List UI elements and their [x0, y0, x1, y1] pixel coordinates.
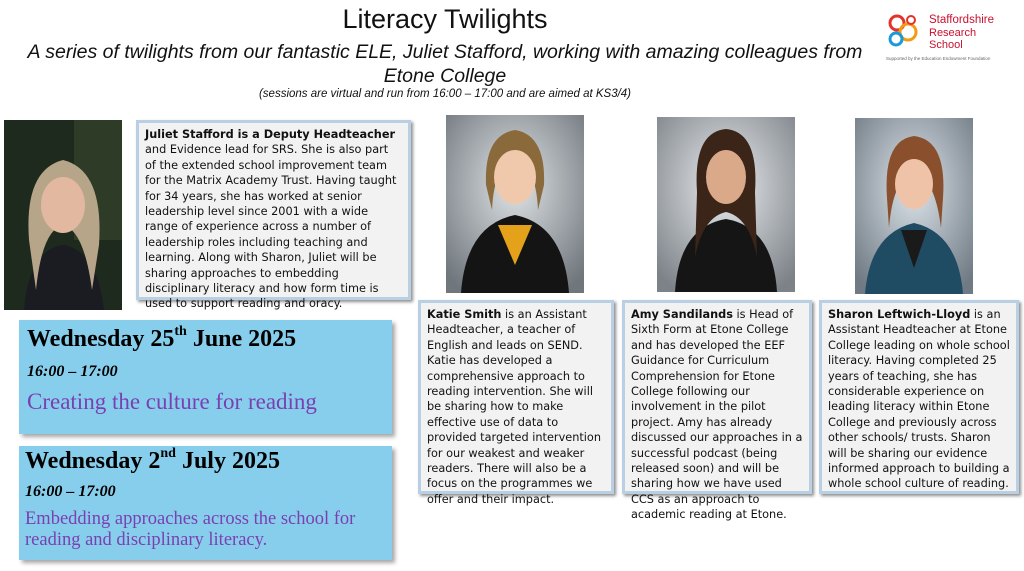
session-date: Wednesday 25th June 2025 [27, 324, 297, 352]
session-time: 16:00 – 17:00 [25, 483, 116, 500]
juliet-stafford-photo [4, 120, 122, 310]
logo-wordmark: Staffordshire Research School [929, 14, 994, 51]
session-time: 16:00 – 17:00 [27, 363, 118, 380]
session-topic: Creating the culture for reading [27, 389, 317, 414]
session-date: Wednesday 2nd July 2025 [25, 446, 280, 474]
page-title: Literacy Twilights [342, 4, 548, 34]
katie-smith-photo [446, 115, 584, 293]
bio-name: Amy Sandilands [631, 308, 733, 321]
amy-sandilands-photo [657, 117, 795, 292]
amy-sandilands-bio [622, 300, 812, 522]
katie-smith-bio [418, 300, 614, 506]
bio-name: Sharon Leftwich-Lloyd [828, 308, 971, 321]
bio-name: Katie Smith [427, 308, 502, 321]
logo-rings-icon [884, 12, 926, 52]
juliet-stafford-bio [136, 120, 411, 311]
sharon-leftwich-lloyd-bio [819, 300, 1019, 494]
page-subtitle: A series of twilights from our fantastic ELE, Juliet Stafford, working with amazing colleagues from Etone College [27, 41, 863, 87]
bio-lead: Juliet Stafford is a Deputy Headteacher [145, 128, 396, 141]
bio-text: is Head of Sixth Form at Etone College and has developed the EEF Guidance for Curriculum Comprehension for Etone College following our involvement in the pilot project. Amy has already discussed our approaches in a successful podcast (being released soon) and will be sharing how we have used CCS as an approach to academic reading at Etone. [631, 308, 803, 522]
bio-text: is an Assistant Headteacher at Etone College leading on whole school literacy. Having completed 25 years of teaching, she has considerable experience on leading literacy within Etone College and previously across other schools/ trusts. Sharon will be sharing our evidence informed approach to building a whole school culture of reading. [828, 308, 1010, 491]
session-card [19, 320, 392, 434]
staffordshire-research-school-logo [884, 12, 1019, 62]
session-topic: Embedding approaches across the school for reading and disciplinary literacy. [25, 509, 356, 550]
sharon-leftwich-lloyd-photo [855, 118, 973, 294]
bio-text: and Evidence lead for SRS. She is also part of the extended school improvement team for the Matrix Academy Trust. Having taught for 34 years, she has worked at senior leadership level since 2001 with a wide range of experience across a number of leadership roles including teaching and learning. Along with Sharon, Juliet will be sharing approaches to embedding disciplinary literacy and how form time is used to support reading and oracy. [145, 143, 397, 311]
bio-text: is an Assistant Headteacher, a teacher of English and leads on SEND. Katie has developed a comprehensive approach to reading intervention. She will be sharing how to make effective use of data to provided targeted intervention for our weakest and weaker readers. There will also be a focus on the programmes we offer and their impact. [427, 308, 602, 506]
logo-tagline: Supported by the Education Endowment Foundation [886, 56, 991, 61]
session-note: (sessions are virtual and run from 16:00 – 17:00 and are aimed at KS3/4) [258, 88, 632, 100]
session-card [19, 446, 392, 560]
